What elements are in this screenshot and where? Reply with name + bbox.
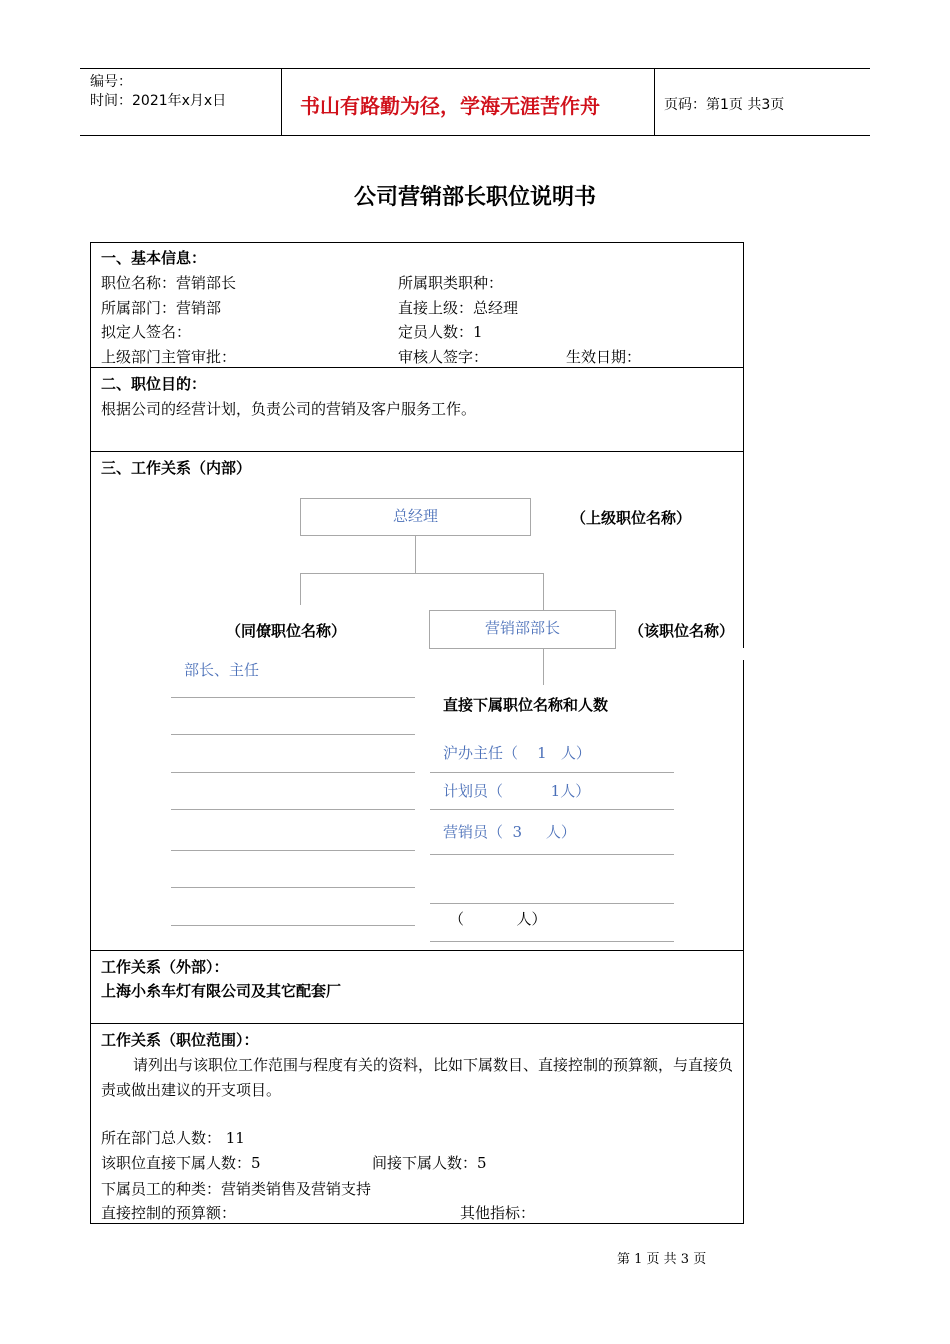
subordinates-heading: 直接下属职位名称和人数 xyxy=(443,696,609,714)
row-divider-4 xyxy=(90,1023,744,1024)
motto: 书山有路勤为径，学海无涯苦作舟 xyxy=(300,94,600,118)
connector-horizontal xyxy=(300,573,543,574)
connector-subordinates-down xyxy=(543,648,544,685)
subordinate-line-5 xyxy=(430,941,674,942)
peer-line-5 xyxy=(171,850,415,851)
department: 所属部门：营销部 xyxy=(101,299,222,317)
table-top-border xyxy=(90,242,744,243)
peer-line-1 xyxy=(171,697,415,698)
peer-line-4 xyxy=(171,809,415,810)
serial-number-label: 编号： xyxy=(90,74,132,90)
headcount: 定员人数：1 xyxy=(398,323,483,341)
subordinate-types: 下属员工的种类：营销类销售及营销支持 xyxy=(101,1180,372,1198)
current-position-box xyxy=(429,610,616,649)
direct-subordinate-count: 该职位直接下属人数：5 xyxy=(101,1154,261,1172)
page-footer: 第 1 页 共 3 页 xyxy=(617,1252,707,1267)
peer-line-2 xyxy=(171,734,415,735)
superior-position-name: 总经理 xyxy=(392,507,438,525)
peer-line-3 xyxy=(171,772,415,773)
header-divider-left xyxy=(281,68,282,135)
section-external-relations-heading: 工作关系（外部）： xyxy=(101,958,229,976)
current-position-name: 营销部部长 xyxy=(484,619,560,637)
job-family: 所属职类职种： xyxy=(398,274,504,292)
effective-date: 生效日期： xyxy=(566,348,642,366)
other-indicators: 其他指标： xyxy=(460,1204,536,1222)
page-info: 页码：第1页 共3页 xyxy=(664,97,785,113)
table-left-border xyxy=(90,242,91,1224)
header-divider-right xyxy=(654,68,655,135)
subordinate-item: 沪办主任（ 1 人） xyxy=(443,744,591,762)
external-relations-text: 上海小糸车灯有限公司及其它配套厂 xyxy=(101,982,342,1000)
section-scope-heading: 工作关系（职位范围）： xyxy=(101,1031,259,1049)
indirect-subordinate-count: 间接下属人数：5 xyxy=(372,1154,487,1172)
superior-approval: 上级部门主管审批： xyxy=(101,348,237,366)
row-divider-3 xyxy=(90,950,744,951)
peer-position-label: （同僚职位名称） xyxy=(226,622,347,640)
subordinate-line-2 xyxy=(430,809,674,810)
scope-instructions: 请列出与该职位工作范围与程度有关的资料，比如下属数目、直接控制的预算额，与直接负责或做出建议的开支项目。 xyxy=(101,1056,734,1099)
subordinate-item: 营销员（ 3 人） xyxy=(443,823,576,841)
subordinate-line-3 xyxy=(430,854,674,855)
reviewer-signature: 审核人签字： xyxy=(398,348,489,366)
subordinate-line-4 xyxy=(430,903,674,904)
superior-position-box xyxy=(300,498,531,536)
purpose-text: 根据公司的经营计划，负责公司的营销及客户服务工作。 xyxy=(101,400,477,418)
table-right-border-upper xyxy=(743,242,744,648)
section-purpose-heading: 二、职位目的： xyxy=(101,375,207,393)
drafter-signature: 拟定人签名： xyxy=(101,323,192,341)
header-bottom-border xyxy=(80,135,870,136)
row-divider-1 xyxy=(90,367,744,368)
superior-position-label: （上级职位名称） xyxy=(571,509,692,527)
subordinate-line-1 xyxy=(430,772,674,773)
section-internal-relations-heading: 三、工作关系（内部） xyxy=(101,459,252,477)
row-divider-2 xyxy=(90,451,744,452)
page-title: 公司营销部长职位说明书 xyxy=(353,184,596,210)
department-total-headcount: 所在部门总人数： 11 xyxy=(101,1129,245,1147)
subordinate-item: （ 人） xyxy=(449,910,547,928)
current-position-label: （该职位名称） xyxy=(629,622,735,640)
peer-value: 部长、主任 xyxy=(184,661,260,679)
direct-budget: 直接控制的预算额： xyxy=(101,1204,237,1222)
connector-superior-down xyxy=(415,535,416,573)
section-basic-info-heading: 一、基本信息： xyxy=(101,249,207,267)
peer-line-6 xyxy=(171,887,415,888)
peer-line-7 xyxy=(171,925,415,926)
table-right-border-lower xyxy=(743,660,744,1224)
time-label: 时间：2021年x月x日 xyxy=(90,93,227,109)
table-bottom-border xyxy=(90,1223,744,1224)
header-top-border xyxy=(80,68,870,69)
connector-position-down xyxy=(543,573,544,610)
position-name: 职位名称：营销部长 xyxy=(101,274,237,292)
direct-superior: 直接上级：总经理 xyxy=(398,299,519,317)
connector-peer-down xyxy=(300,573,301,605)
subordinate-item: 计划员（ 1人） xyxy=(443,782,591,800)
